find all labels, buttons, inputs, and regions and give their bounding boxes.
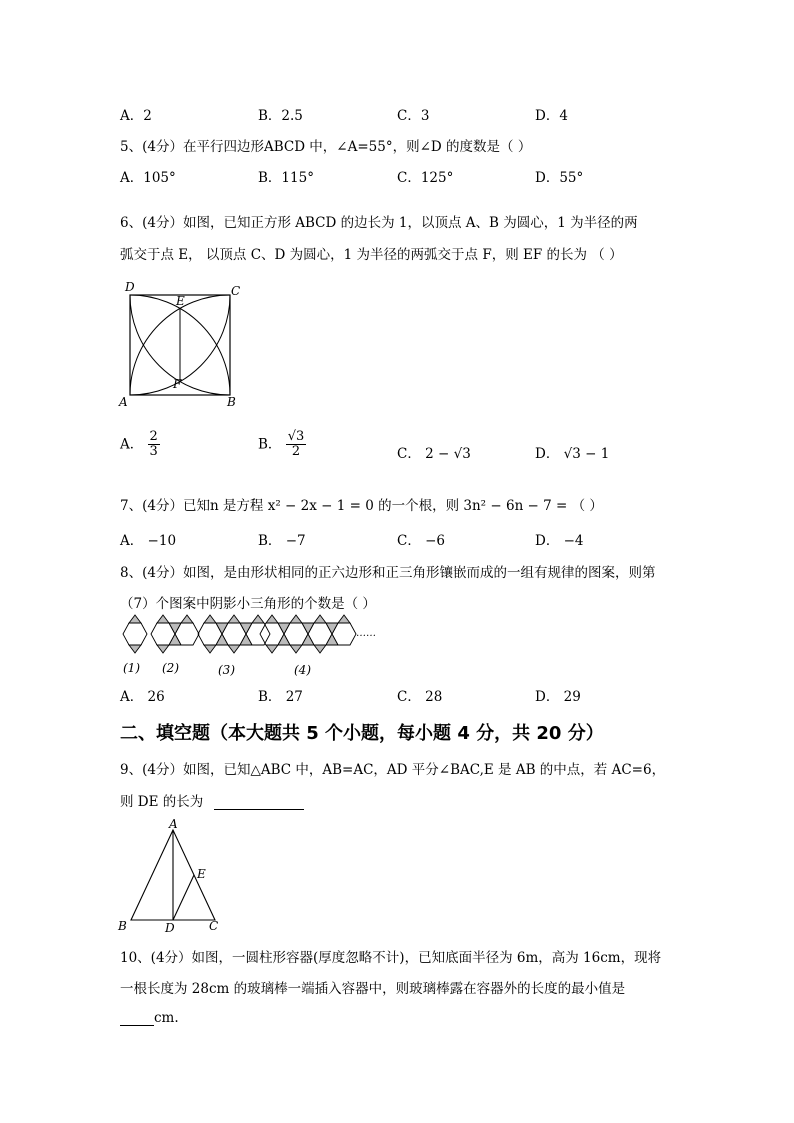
label-e: E — [197, 867, 206, 881]
q10-stem-line2: 一根长度为 28cm 的玻璃棒一端插入容器中，则玻璃棒露在容器外的长度的最小值是 — [120, 981, 626, 997]
label-c: C — [231, 284, 241, 298]
q8-option-d: D． 29 — [535, 689, 581, 705]
q8-option-b: B． 27 — [258, 689, 303, 705]
q7-option-b: B． −7 — [258, 533, 306, 549]
label-b: B — [118, 919, 127, 933]
q8-label-3: (3) — [218, 663, 235, 677]
q8-ellipsis: …… — [356, 628, 376, 639]
q7-stem: 7、(4分）已知n 是方程 x² − 2x − 1 = 0 的一个根，则 3n² − 6n − 7 = （ ） — [120, 498, 603, 514]
q5-option-d: D．55° — [535, 170, 584, 186]
label-c: C — [209, 919, 219, 933]
label-f: F — [173, 377, 182, 391]
q8-label-1: (1) — [123, 661, 140, 675]
q9-triangle-figure — [115, 816, 225, 934]
q5-stem: 5、(4分）在平行四边形ABCD 中，∠A=55°，则∠D 的度数是（ ） — [120, 139, 532, 155]
label-d: D — [165, 921, 175, 934]
q5-option-b: B．115° — [258, 170, 314, 186]
label-e: E — [176, 294, 185, 308]
q6-option-b: B． $\frac{√3}{2}$ — [258, 429, 305, 460]
q10-stem-line3: cm. — [120, 1010, 179, 1026]
q4-option-c: C．3 — [397, 108, 430, 124]
q10-stem-line1: 10、(4分）如图，一圆柱形容器(厚度忽略不计)，已知底面半径为 6m，高为 16cm，现将 — [120, 950, 662, 966]
q4-option-b: B．2.5 — [258, 108, 303, 124]
q7-option-d: D． −4 — [535, 533, 584, 549]
q4-option-a: A．2 — [120, 108, 152, 124]
q9-answer-blank[interactable] — [214, 809, 304, 810]
q8-stem-line2: （7）个图案中阴影小三角形的个数是（ ） — [120, 596, 376, 612]
q6-option-a: A． $\frac{2}{3}$ — [120, 429, 158, 460]
label-b: B — [227, 395, 236, 409]
q8-option-c: C． 28 — [397, 689, 443, 705]
label-a: A — [119, 395, 128, 409]
q5-option-c: C．125° — [397, 170, 454, 186]
q6-option-d: D． √3 − 1 — [535, 446, 610, 462]
q8-option-a: A． 26 — [120, 689, 165, 705]
q6-option-c: C． 2 − √3 — [397, 446, 471, 462]
q9-stem-line2: 则 DE 的长为 — [120, 790, 304, 810]
q8-tessellation-figure — [118, 612, 388, 682]
q7-option-c: C． −6 — [397, 533, 446, 549]
q8-label-4: (4) — [294, 663, 311, 677]
q9-stem-line1: 9、(4分）如图，已知△ABC 中，AB=AC，AD 平分∠BAC,E 是 AB 的中点，若 AC=6， — [120, 762, 666, 778]
q5-option-a: A．105° — [120, 170, 176, 186]
q10-answer-blank[interactable] — [120, 1025, 154, 1026]
q7-option-a: A． −10 — [120, 533, 177, 549]
q6-square-figure — [115, 280, 245, 410]
q8-stem-line1: 8、(4分）如图，是由形状相同的正六边形和正三角形镶嵌而成的一组有规律的图案，则第 — [120, 565, 656, 581]
label-d: D — [125, 280, 135, 294]
q4-option-d: D．4 — [535, 108, 568, 124]
section-heading-fill-in: 二、填空题（本大题共 5 个小题，每小题 4 分，共 20 分） — [120, 723, 604, 744]
q6-stem-line1: 6、(4分）如图，已知正方形 ABCD 的边长为 1，以顶点 A、B 为圆心，1 为半径的两 — [120, 215, 638, 231]
q8-label-2: (2) — [162, 661, 179, 675]
q6-stem-line2: 弧交于点 E， 以顶点 C、D 为圆心，1 为半径的两弧交于点 F，则 EF 的长为 （ ） — [120, 247, 623, 263]
label-a: A — [169, 817, 178, 831]
